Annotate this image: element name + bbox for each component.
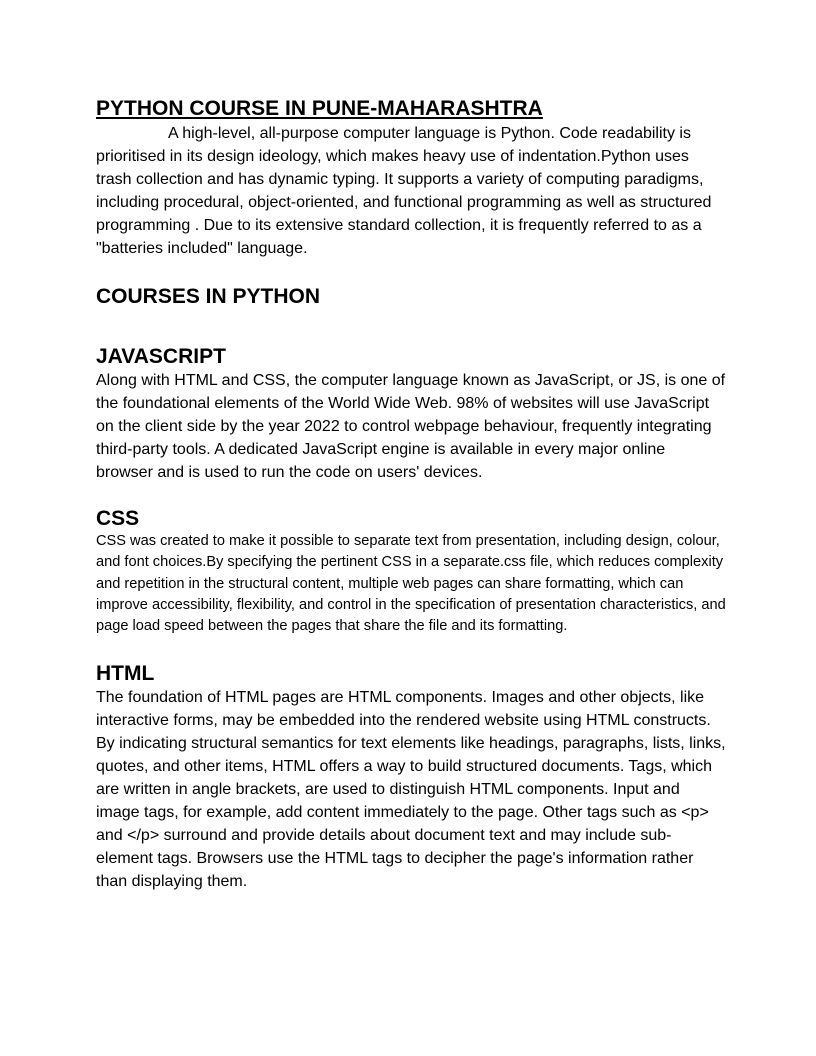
html-paragraph: The foundation of HTML pages are HTML components. Images and other objects, like interactive forms, may be embedded into the rendered website using HTML constructs. By indicating structural semantics for text elements like headings, paragraphs, lists, links, quotes, and other items, HTML offers a way to build structured documents. Tags, which are written in angle brackets, are used to distinguish HTML components. Input and image tags, for example, add content immediately to the page. Other tags such as <p> and </p> surround and provide details about document text and may include sub-element tags. Browsers use the HTML tags to decipher the page's information rather than displaying them. <box>96 689 726 891</box>
javascript-paragraph: Along with HTML and CSS, the computer language known as JavaScript, or JS, is one of the foundational elements of the World Wide Web. 98% of websites will use JavaScript on the client side by the year 2022 to control webpage behaviour, frequently integrating third-party tools. A dedicated JavaScript engine is available in every major online browser and is used to run the code on users' devices. <box>96 372 726 481</box>
intro-paragraph: A high-level, all-purpose computer language is Python. Code readability is prioritised in its design ideology, which makes heavy use of indentation.Python uses trash collection and has dynamic typing. It supports a variety of computing paradigms, including procedural, object-oriented, and functional programming as well as structured programming . Due to its extensive standard collection, it is frequently referred to as a "batteries included" language. <box>96 125 712 257</box>
css-heading: CSS <box>96 507 140 530</box>
javascript-heading: JAVASCRIPT <box>96 345 226 368</box>
document-title: PYTHON COURSE IN PUNE-MAHARASHTRA <box>96 97 543 120</box>
courses-heading: COURSES IN PYTHON <box>96 285 321 308</box>
html-heading: HTML <box>96 662 155 686</box>
css-paragraph: CSS was created to make it possible to separate text from presentation, including design, colour, and font choices.By specifying the pertinent CSS in a separate.css file, which reduces complexity and repetition in the structural content, multiple web pages can share formatting, which can improve accessibility, flexibility, and control in the specification of presentation characteristics, and page load speed between the pages that share the file and its formatting. <box>96 533 726 635</box>
document-page <box>96 96 726 893</box>
